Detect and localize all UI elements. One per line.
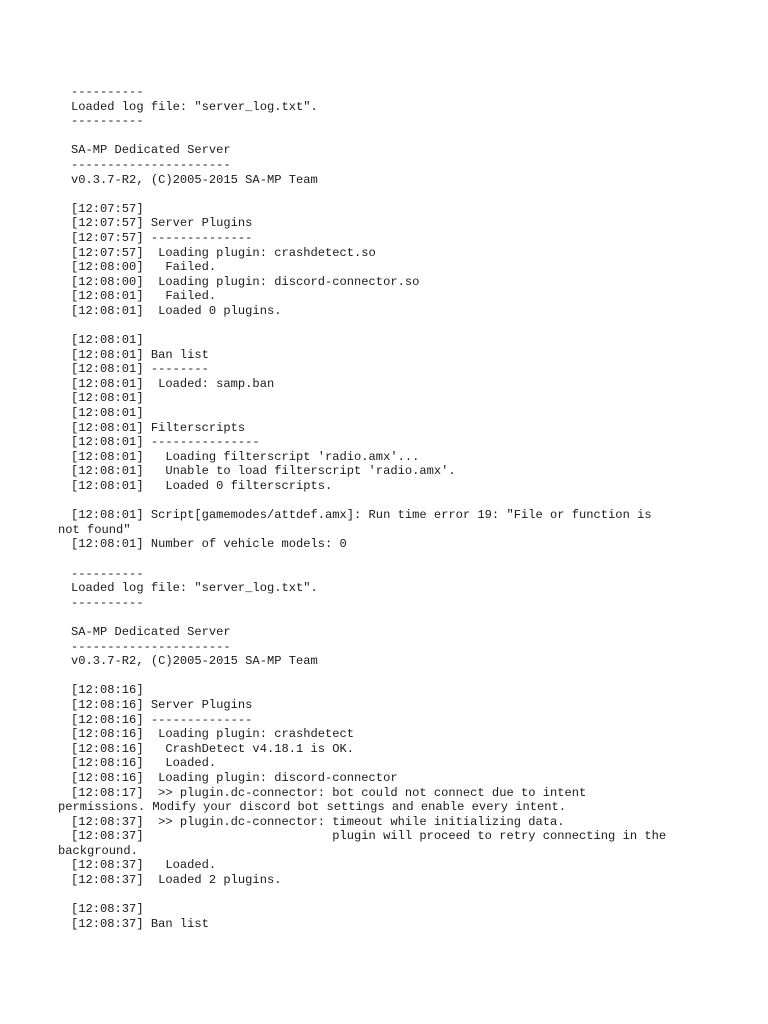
- log-line-continuation: not found": [58, 522, 131, 537]
- blank-line: [71, 494, 751, 509]
- log-line: [12:08:37] >> plugin.dc-connector: timeout while initializing data.: [71, 814, 565, 829]
- log-line: [12:08:01] Unable to load filterscript 'radio.amx'.: [71, 464, 456, 479]
- log-line: [12:07:57] Server Plugins: [71, 216, 253, 231]
- log-line: [12:08:37]: [71, 902, 144, 917]
- log-line: [12:08:00] Failed.: [71, 260, 217, 275]
- log-line: [12:08:00] Loading plugin: discord-connector.so: [71, 274, 420, 289]
- log-line: [12:08:16]: [71, 683, 144, 698]
- blank-line: [71, 129, 751, 144]
- log-line: [12:08:16] Server Plugins: [71, 697, 253, 712]
- log-line: [12:08:17] >> plugin.dc-connector: bot could not connect due to intent: [71, 785, 587, 800]
- log-line: Loaded log file: "server_log.txt".: [71, 581, 318, 596]
- log-line: [12:08:16] Loading plugin: crashdetect: [71, 727, 355, 742]
- log-line: [12:08:01] Script[gamemodes/attdef.amx]: Run time error 19: "File or function is: [71, 508, 652, 523]
- log-line: SA-MP Dedicated Server: [71, 624, 231, 639]
- blank-line: [71, 610, 751, 625]
- log-line: v0.3.7-R2, (C)2005-2015 SA-MP Team: [71, 172, 318, 187]
- log-line: ----------: [71, 595, 144, 610]
- blank-line: [71, 888, 751, 903]
- log-line: [12:08:37] plugin will proceed to retry connecting in the: [71, 829, 667, 844]
- log-line: Loaded log file: "server_log.txt".: [71, 99, 318, 114]
- log-line: [12:08:16] --------------: [71, 712, 253, 727]
- log-line: [12:08:16] CrashDetect v4.18.1 is OK.: [71, 741, 355, 756]
- log-line: ----------: [71, 566, 144, 581]
- server-log-document: [58, 85, 751, 931]
- log-line: [12:08:01] Number of vehicle models: 0: [71, 537, 347, 552]
- log-line: [12:08:01]: [71, 333, 144, 348]
- log-line: [12:08:01] Loaded 0 filterscripts.: [71, 479, 333, 494]
- log-line: [12:08:37] Ban list: [71, 916, 209, 931]
- log-line: ----------------------: [71, 639, 231, 654]
- log-line: [12:07:57]: [71, 201, 144, 216]
- log-line-continuation: background.: [58, 843, 138, 858]
- log-line: [12:08:01]: [71, 406, 144, 421]
- log-line: [12:08:16] Loading plugin: discord-connector: [71, 770, 398, 785]
- log-line: SA-MP Dedicated Server: [71, 143, 231, 158]
- log-line: [12:07:57] Loading plugin: crashdetect.so: [71, 245, 376, 260]
- log-line: [12:08:01] ---------------: [71, 435, 260, 450]
- blank-line: [71, 669, 751, 684]
- log-line: [12:08:37] Loaded.: [71, 858, 217, 873]
- log-line: v0.3.7-R2, (C)2005-2015 SA-MP Team: [71, 654, 318, 669]
- log-line: [12:08:01]: [71, 391, 144, 406]
- log-line: [12:08:01] --------: [71, 362, 209, 377]
- log-line: [12:08:01] Ban list: [71, 347, 209, 362]
- log-line: [12:08:37] Loaded 2 plugins.: [71, 873, 282, 888]
- blank-line: [71, 187, 751, 202]
- log-line: [12:08:01] Filterscripts: [71, 420, 246, 435]
- log-line: ----------: [71, 85, 144, 99]
- log-line: [12:07:57] --------------: [71, 230, 253, 245]
- log-line: ----------------------: [71, 157, 231, 172]
- log-line: [12:08:01] Failed.: [71, 289, 217, 304]
- log-line-continuation: permissions. Modify your discord bot settings and enable every intent.: [58, 800, 567, 815]
- log-line: [12:08:01] Loaded: samp.ban: [71, 376, 275, 391]
- log-line: [12:08:16] Loaded.: [71, 756, 217, 771]
- blank-line: [71, 319, 751, 334]
- log-line: [12:08:01] Loaded 0 plugins.: [71, 303, 282, 318]
- blank-line: [71, 552, 751, 567]
- log-line: ----------: [71, 114, 144, 129]
- log-line: [12:08:01] Loading filterscript 'radio.amx'...: [71, 449, 420, 464]
